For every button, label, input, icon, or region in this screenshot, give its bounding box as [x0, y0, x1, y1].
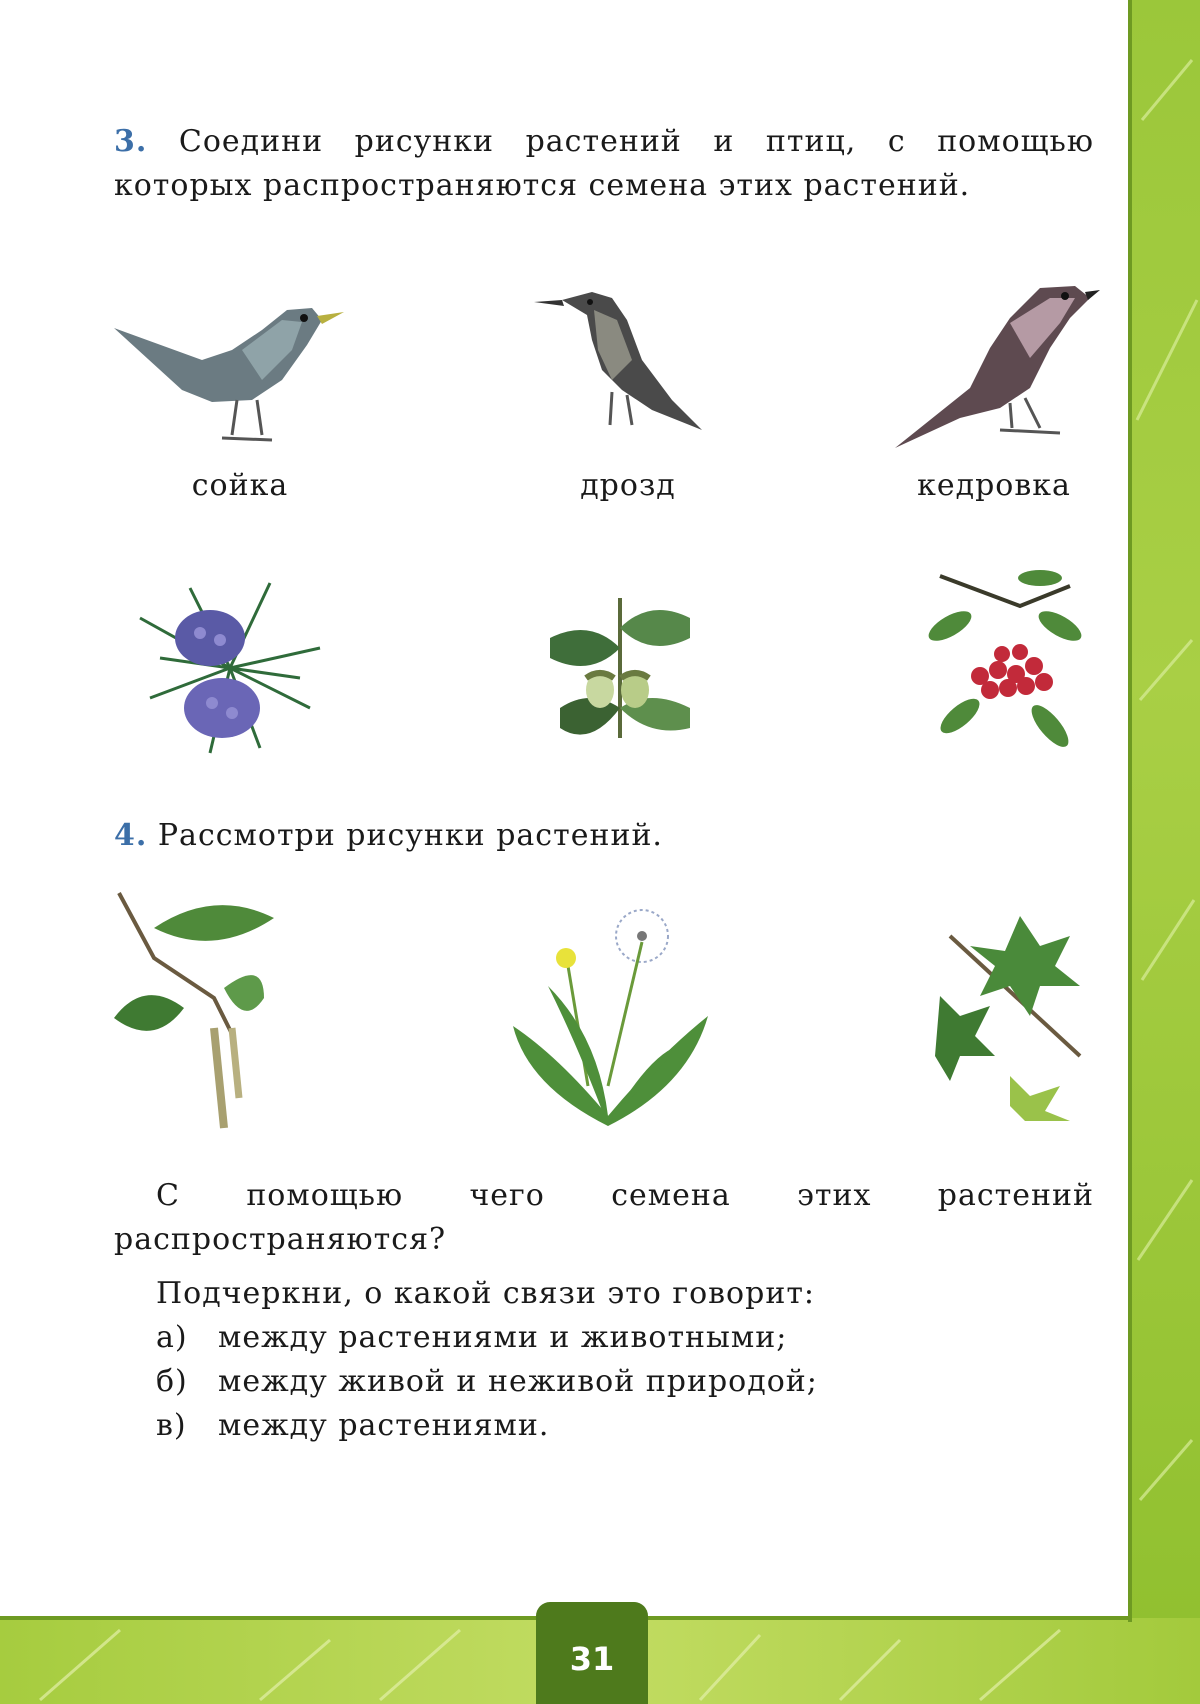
- bird-label-nutcracker: кедровка: [917, 468, 1071, 503]
- bird-label-thrush: дрозд: [580, 468, 676, 503]
- option-text: между живой и неживой природой;: [218, 1364, 818, 1399]
- page-frame-right: [1130, 0, 1200, 1704]
- birch-branch-illustration: [114, 888, 284, 1133]
- option-a[interactable]: [156, 1316, 818, 1360]
- option-c[interactable]: [156, 1404, 818, 1448]
- option-b[interactable]: [156, 1360, 818, 1404]
- task-3: [114, 120, 1094, 208]
- dandelion-illustration: [508, 906, 718, 1131]
- jay-bird-illustration: [112, 290, 352, 460]
- cedar-cones-illustration: [130, 578, 330, 758]
- task-4-question: С помощью чего семена этих растений распространяются?: [114, 1178, 1094, 1257]
- rowan-berries-illustration: [920, 566, 1090, 756]
- thrush-bird-illustration: [532, 280, 712, 460]
- task-4-instruction: Подчеркни, о какой связи это говорит:: [156, 1276, 816, 1311]
- page-number-tab: [536, 1602, 648, 1704]
- frame-border-right: [1128, 0, 1132, 1622]
- option-letter: б): [156, 1364, 188, 1399]
- task-3-text: Соедини рисунки растений и птиц, с помощью которых распространяются семена этих растений.: [114, 124, 1094, 203]
- bird-label-jay: сойка: [191, 468, 289, 503]
- nutcracker-bird-illustration: [890, 278, 1100, 458]
- option-letter: а): [156, 1320, 188, 1355]
- option-text: между растениями.: [218, 1408, 550, 1443]
- option-text: между растениями и животными;: [218, 1320, 788, 1355]
- option-letter: в): [156, 1408, 187, 1443]
- maple-branch-illustration: [930, 906, 1095, 1126]
- task-4: [114, 814, 1094, 858]
- task-4-number: 4.: [114, 818, 148, 853]
- page-number: 31: [569, 1640, 615, 1678]
- oak-acorns-illustration: [530, 578, 710, 758]
- task-4-text: Рассмотри рисунки растений.: [157, 818, 663, 853]
- answer-options: [156, 1316, 818, 1448]
- task-3-number: 3.: [114, 124, 148, 159]
